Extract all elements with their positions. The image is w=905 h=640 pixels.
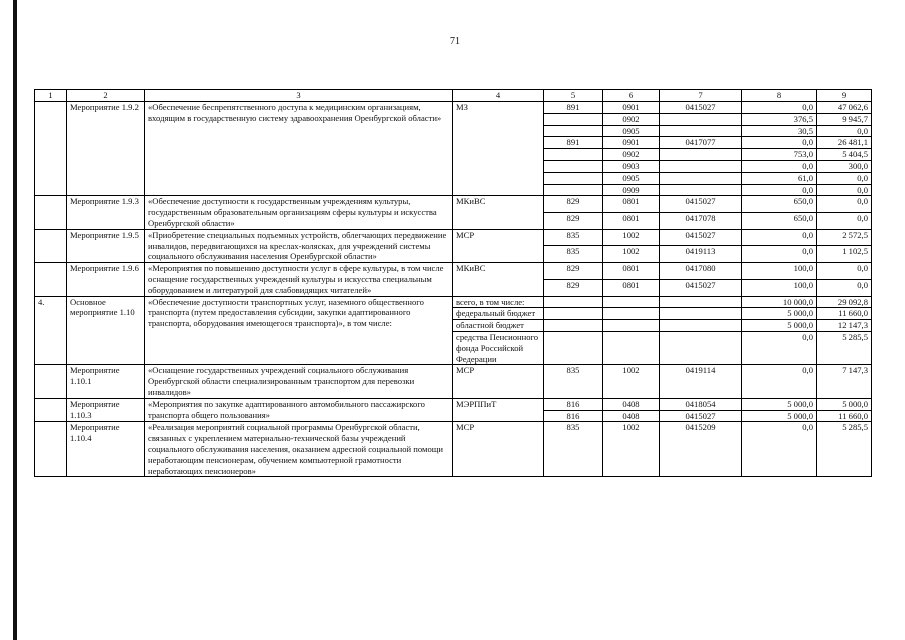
header-cell: 2	[67, 90, 145, 102]
cell-desc: «Обеспечение доступности к государственным учреждениям культуры, государственным образовательным организациям сферы культуры и искусства Оренбургской области»	[145, 196, 453, 229]
cell-c6: 0901	[603, 137, 660, 149]
header-cell: 5	[544, 90, 603, 102]
cell-desc: «Мероприятия по повышению доступности услуг в сфере культуры, в том числе оснащение государственных учреждений культуры и искусства специальным оборудованием и литературой для слабовидящих читателей»	[145, 263, 453, 296]
cell-name: Основное мероприятие 1.10	[67, 296, 145, 365]
cell-c5	[544, 308, 603, 320]
cell-c7	[660, 160, 742, 172]
cell-c6	[603, 320, 660, 332]
cell-c7	[660, 125, 742, 137]
cell-desc: «Приобретение специальных подъемных устройств, облегчающих передвижение инвалидов, передвигающихся на креслах-колясках, для учреждений системы социального обслуживания населения Оренбургской области»	[145, 229, 453, 262]
cell-c7	[660, 296, 742, 308]
cell-c9: 5 404,5	[817, 149, 872, 161]
cell-c8: 0,0	[742, 137, 817, 149]
cell-c5	[544, 172, 603, 184]
cell-c5: 829	[544, 213, 603, 230]
cell-c7: 0418054	[660, 398, 742, 410]
cell-c9: 0,0	[817, 172, 872, 184]
cell-c7: 0415027	[660, 279, 742, 296]
cell-c8: 0,0	[742, 365, 817, 398]
cell-c7: 0417078	[660, 213, 742, 230]
table-row	[35, 102, 872, 114]
cell-c6: 0903	[603, 160, 660, 172]
table-row	[35, 422, 872, 477]
cell-c9: 1 102,5	[817, 246, 872, 263]
cell-c9: 0,0	[817, 263, 872, 280]
cell-c8: 0,0	[742, 331, 817, 364]
cell-section	[35, 422, 67, 477]
cell-c5: 816	[544, 398, 603, 410]
cell-c8: 100,0	[742, 263, 817, 280]
cell-c5: 829	[544, 196, 603, 213]
cell-c7	[660, 308, 742, 320]
cell-name: Мероприятие 1.9.5	[67, 229, 145, 262]
header-cell: 7	[660, 90, 742, 102]
cell-c9: 0,0	[817, 184, 872, 196]
cell-name: Мероприятие 1.10.1	[67, 365, 145, 398]
cell-c8: 0,0	[742, 246, 817, 263]
cell-c5: 835	[544, 246, 603, 263]
cell-executor: средства Пенсионного фонда Российской Федерации	[453, 331, 544, 364]
cell-c6: 0902	[603, 113, 660, 125]
cell-executor: МЭРППиТ	[453, 398, 544, 422]
cell-c6: 1002	[603, 422, 660, 477]
cell-c6: 1002	[603, 229, 660, 246]
cell-c5	[544, 125, 603, 137]
cell-executor: МСР	[453, 422, 544, 477]
cell-c7: 0415209	[660, 422, 742, 477]
cell-c9: 26 481,1	[817, 137, 872, 149]
header-cell: 6	[603, 90, 660, 102]
cell-name: Мероприятие 1.10.4	[67, 422, 145, 477]
cell-c8: 5 000,0	[742, 320, 817, 332]
cell-c5: 835	[544, 365, 603, 398]
cell-c5: 829	[544, 279, 603, 296]
cell-c5	[544, 320, 603, 332]
cell-c6: 1002	[603, 246, 660, 263]
cell-c8: 30,5	[742, 125, 817, 137]
cell-executor: МЗ	[453, 102, 544, 196]
cell-c9: 47 062,6	[817, 102, 872, 114]
cell-c5	[544, 184, 603, 196]
cell-c6: 0905	[603, 125, 660, 137]
cell-executor: МКиВС	[453, 196, 544, 229]
cell-c9: 0,0	[817, 279, 872, 296]
cell-executor: МСР	[453, 229, 544, 262]
cell-desc: «Реализация мероприятий социальной программы Оренбургской области, связанных с укреплением материально-технической базы учреждений социального обслуживания населения, оказанием адресной социальной помощи неработающим пенсионерам, обучением компьютерной грамотности неработающих пенсионеров»	[145, 422, 453, 477]
cell-c9: 12 147,3	[817, 320, 872, 332]
cell-c5	[544, 149, 603, 161]
cell-c7: 0419114	[660, 365, 742, 398]
cell-c6	[603, 331, 660, 364]
cell-c8: 10 000,0	[742, 296, 817, 308]
cell-c8: 5 000,0	[742, 398, 817, 410]
cell-c6: 0801	[603, 213, 660, 230]
cell-c6: 0801	[603, 196, 660, 213]
cell-executor: МСР	[453, 365, 544, 398]
cell-c8: 753,0	[742, 149, 817, 161]
cell-c9: 5 285,5	[817, 331, 872, 364]
cell-c9: 11 660,0	[817, 410, 872, 422]
cell-c6	[603, 296, 660, 308]
cell-executor: всего, в том числе:	[453, 296, 544, 308]
cell-c8: 5 000,0	[742, 410, 817, 422]
table-row	[35, 398, 872, 410]
cell-c5: 829	[544, 263, 603, 280]
cell-section	[35, 102, 67, 196]
cell-c8: 0,0	[742, 422, 817, 477]
cell-c6: 0408	[603, 410, 660, 422]
budget-table	[34, 89, 872, 477]
cell-c9: 29 092,8	[817, 296, 872, 308]
table-row	[35, 196, 872, 213]
cell-c9: 2 572,5	[817, 229, 872, 246]
cell-section	[35, 398, 67, 422]
header-cell: 3	[145, 90, 453, 102]
cell-c7	[660, 331, 742, 364]
cell-c6: 0408	[603, 398, 660, 410]
cell-c9: 0,0	[817, 125, 872, 137]
cell-name: Мероприятие 1.9.3	[67, 196, 145, 229]
cell-executor: федеральный бюджет	[453, 308, 544, 320]
cell-c7: 0415027	[660, 196, 742, 213]
header-cell: 4	[453, 90, 544, 102]
cell-c8: 650,0	[742, 213, 817, 230]
cell-c5: 816	[544, 410, 603, 422]
cell-c7: 0415027	[660, 410, 742, 422]
cell-c8: 100,0	[742, 279, 817, 296]
cell-c5	[544, 296, 603, 308]
cell-section	[35, 196, 67, 229]
cell-desc: «Обеспечение беспрепятственного доступа к медицинским организациям, входящим в государственную систему здравоохранения Оренбургской области»	[145, 102, 453, 196]
cell-c5	[544, 331, 603, 364]
cell-desc: «Оснащение государственных учреждений социального обслуживания Оренбургской области специализированным транспортом для перевозки инвалидов»	[145, 365, 453, 398]
table-header	[35, 90, 872, 102]
left-margin-bar	[13, 0, 17, 640]
cell-c6: 0902	[603, 149, 660, 161]
table-row	[35, 296, 872, 308]
cell-section	[35, 263, 67, 296]
cell-c7: 0415027	[660, 229, 742, 246]
cell-c5	[544, 113, 603, 125]
cell-c8: 0,0	[742, 160, 817, 172]
cell-c7	[660, 184, 742, 196]
cell-executor: областной бюджет	[453, 320, 544, 332]
cell-desc: «Мероприятия по закупке адаптированного автомобильного пассажирского транспорта общего пользования»	[145, 398, 453, 422]
cell-c7: 0415027	[660, 102, 742, 114]
cell-section	[35, 365, 67, 398]
header-cell: 1	[35, 90, 67, 102]
cell-c6: 0801	[603, 279, 660, 296]
cell-c9: 300,0	[817, 160, 872, 172]
cell-c8: 650,0	[742, 196, 817, 213]
cell-c5: 835	[544, 229, 603, 246]
cell-c9: 11 660,0	[817, 308, 872, 320]
cell-c9: 5 285,5	[817, 422, 872, 477]
cell-c7	[660, 320, 742, 332]
cell-c7: 0417080	[660, 263, 742, 280]
cell-name: Мероприятие 1.9.6	[67, 263, 145, 296]
cell-c8: 0,0	[742, 229, 817, 246]
cell-c7	[660, 113, 742, 125]
cell-c6	[603, 308, 660, 320]
page-number: 71	[450, 36, 460, 47]
cell-c8: 5 000,0	[742, 308, 817, 320]
header-cell: 9	[817, 90, 872, 102]
table-row	[35, 263, 872, 280]
header-cell: 8	[742, 90, 817, 102]
cell-c9: 5 000,0	[817, 398, 872, 410]
cell-c7	[660, 172, 742, 184]
cell-c9: 0,0	[817, 196, 872, 213]
cell-c6: 0801	[603, 263, 660, 280]
cell-executor: МКиВС	[453, 263, 544, 296]
cell-section	[35, 229, 67, 262]
table-row	[35, 365, 872, 398]
cell-c8: 61,0	[742, 172, 817, 184]
cell-c5: 891	[544, 137, 603, 149]
cell-c6: 0905	[603, 172, 660, 184]
cell-c9: 9 945,7	[817, 113, 872, 125]
cell-c5: 891	[544, 102, 603, 114]
cell-desc: «Обеспечение доступности транспортных услуг, наземного общественного транспорта (путем предоставления субсидии, закупки адаптированного транспорта, оборудования имеющегося транспорта)», в том числе:	[145, 296, 453, 365]
cell-c9: 0,0	[817, 213, 872, 230]
cell-c7: 0417077	[660, 137, 742, 149]
cell-c8: 0,0	[742, 184, 817, 196]
cell-section: 4.	[35, 296, 67, 365]
cell-c6: 0901	[603, 102, 660, 114]
cell-name: Мероприятие 1.10.3	[67, 398, 145, 422]
cell-name: Мероприятие 1.9.2	[67, 102, 145, 196]
table-row	[35, 229, 872, 246]
cell-c6: 1002	[603, 365, 660, 398]
cell-c8: 0,0	[742, 102, 817, 114]
cell-c7: 0419113	[660, 246, 742, 263]
cell-c6: 0909	[603, 184, 660, 196]
cell-c7	[660, 149, 742, 161]
cell-c8: 376,5	[742, 113, 817, 125]
cell-c9: 7 147,3	[817, 365, 872, 398]
cell-c5: 835	[544, 422, 603, 477]
cell-c5	[544, 160, 603, 172]
